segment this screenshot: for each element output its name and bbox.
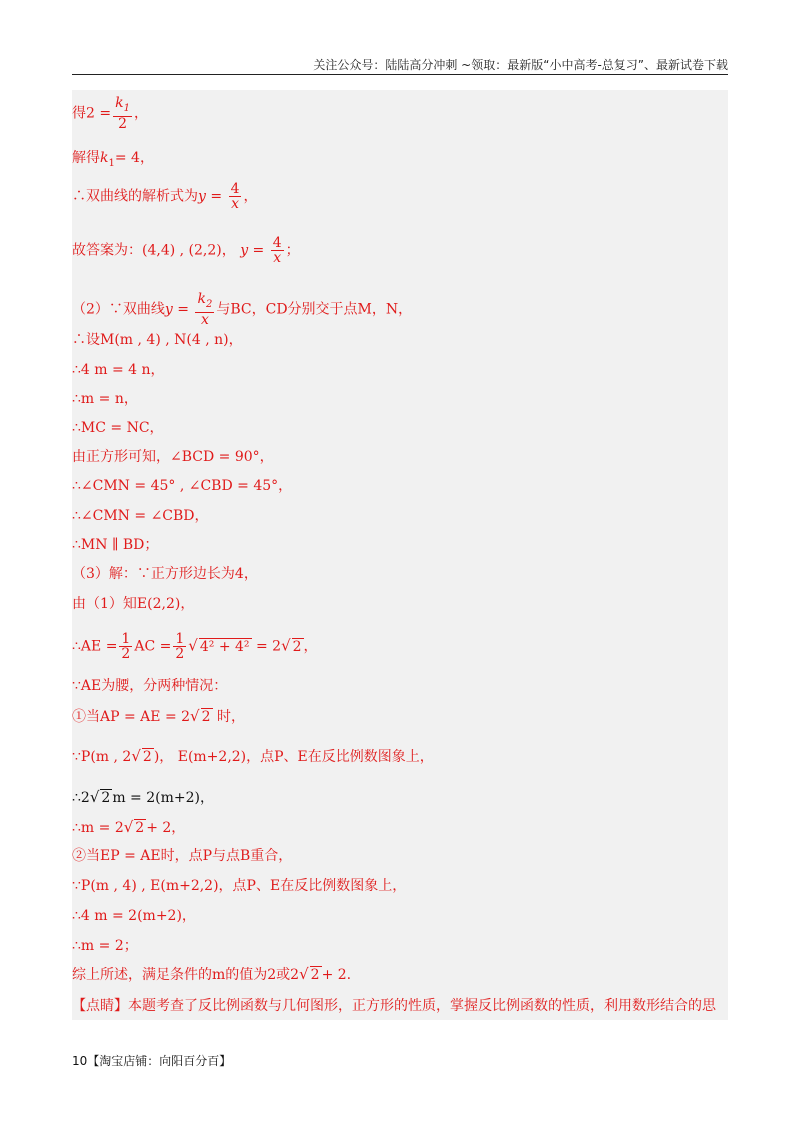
page-header: 关注公众号：陆陆高分冲刺 ~领取：最新版“小中高考-总复习”、最新试卷下载 bbox=[313, 58, 728, 72]
text: 得2 = bbox=[72, 105, 112, 122]
denominator: x bbox=[200, 312, 209, 328]
sqrt-symbol: √ bbox=[281, 636, 291, 655]
radicand: 2 bbox=[310, 967, 320, 983]
line-5 bbox=[72, 292, 412, 327]
page-footer bbox=[72, 1052, 231, 1069]
line-9: ∴MC = NC， bbox=[72, 420, 164, 436]
line-18 bbox=[72, 706, 245, 727]
text: ∴双曲线的解析式为 bbox=[72, 188, 198, 205]
text: = 2 bbox=[251, 638, 282, 655]
text: ∴AE = bbox=[72, 638, 118, 655]
line-3 bbox=[72, 182, 257, 211]
line-23: ∵P(m , 4) , E(m+2,2)，点P、E在反比例数图象上， bbox=[72, 878, 407, 894]
text: （2）∵双曲线 bbox=[72, 301, 165, 318]
line-4 bbox=[72, 236, 300, 265]
line-7: ∴4 m = 4 n， bbox=[72, 362, 165, 378]
numerator: 4 bbox=[230, 181, 240, 197]
line-13: ∴MN ∥ BD； bbox=[72, 537, 159, 553]
line-22: ②当EP = AE时，点P与点B重合， bbox=[72, 848, 293, 864]
fraction bbox=[229, 182, 242, 211]
text: )， E(m+2,2)，点P、E在反比例数图象上， bbox=[153, 749, 434, 765]
radicand: 2 bbox=[101, 790, 111, 806]
header-divider bbox=[72, 74, 728, 75]
radicand: 2 bbox=[292, 638, 302, 655]
denominator: x bbox=[273, 250, 282, 266]
radicand: 2 bbox=[201, 709, 211, 725]
fraction bbox=[173, 632, 186, 661]
text: = bbox=[172, 301, 194, 318]
subscript: 2 bbox=[205, 299, 213, 310]
text: 时， bbox=[212, 709, 245, 725]
radicand: 2 bbox=[135, 820, 145, 836]
text: ， bbox=[243, 188, 258, 205]
line-25: ∴m = 2； bbox=[72, 938, 138, 954]
line-1 bbox=[72, 96, 148, 131]
line-2 bbox=[72, 148, 154, 174]
text: ①当AP = AE = 2 bbox=[72, 709, 191, 725]
text: = 4， bbox=[114, 150, 154, 166]
page-number: 10 bbox=[72, 1054, 88, 1068]
radicand: 4² + 4² bbox=[199, 638, 250, 655]
solution-content bbox=[72, 90, 728, 1020]
sqrt-symbol: √ bbox=[190, 707, 200, 725]
sqrt-symbol: √ bbox=[89, 788, 100, 806]
sqrt-symbol: √ bbox=[131, 747, 141, 765]
variable: k bbox=[100, 150, 109, 166]
variable: y bbox=[164, 301, 173, 318]
text: ， bbox=[303, 638, 318, 655]
line-21 bbox=[72, 817, 185, 838]
line-12: ∴∠CMN = ∠CBD， bbox=[72, 508, 209, 524]
line-15: 由（1）知E(2,2)， bbox=[72, 596, 195, 612]
text: m = 2(m+2)， bbox=[112, 790, 214, 806]
fraction bbox=[119, 632, 132, 661]
line-17: ∵AE为腰，分两种情况： bbox=[72, 678, 228, 694]
text: 解得 bbox=[72, 150, 100, 166]
numerator: 1 bbox=[121, 631, 131, 647]
variable: y bbox=[198, 188, 206, 205]
line-6: ∴设M(m , 4) , N(4 , n)， bbox=[72, 332, 243, 348]
footer-text: 【淘宝店铺：向阳百分百】 bbox=[87, 1054, 232, 1068]
text: ， bbox=[133, 105, 148, 122]
variable: y bbox=[240, 242, 249, 259]
subscript: 1 bbox=[108, 158, 115, 169]
text: ； bbox=[285, 242, 300, 259]
line-8: ∴m = n， bbox=[72, 391, 138, 407]
line-10: 由正方形可知，∠BCD = 90°， bbox=[72, 449, 274, 465]
fraction bbox=[195, 292, 214, 327]
line-11: ∴∠CMN = 45° , ∠CBD = 45°， bbox=[72, 478, 293, 494]
denominator: 2 bbox=[121, 646, 131, 662]
denominator: 2 bbox=[175, 646, 185, 662]
text: + 2， bbox=[146, 820, 186, 836]
text: ∵P(m , 2 bbox=[72, 749, 132, 765]
denominator: x bbox=[231, 196, 239, 212]
fraction bbox=[113, 96, 132, 131]
text: + 2. bbox=[321, 967, 352, 983]
sqrt-symbol: √ bbox=[299, 965, 309, 983]
line-26 bbox=[72, 964, 351, 985]
denominator: 2 bbox=[118, 116, 127, 132]
text: ∴2 bbox=[72, 790, 90, 806]
line-24: ∴4 m = 2(m+2)， bbox=[72, 908, 196, 924]
numerator: k bbox=[197, 291, 206, 307]
sqrt-symbol: √ bbox=[188, 636, 198, 655]
text: = bbox=[248, 242, 269, 259]
numerator: 4 bbox=[272, 235, 282, 251]
text: 综上所述，满足条件的m的值为2或2 bbox=[72, 967, 300, 983]
fraction bbox=[271, 236, 284, 265]
numerator: 1 bbox=[175, 631, 185, 647]
radicand: 2 bbox=[142, 749, 152, 765]
subscript: 1 bbox=[123, 103, 130, 114]
text: AC = bbox=[134, 638, 172, 655]
sqrt-symbol: √ bbox=[123, 818, 134, 836]
line-16 bbox=[72, 632, 318, 661]
text: 与BC，CD分别交于点M，N， bbox=[216, 301, 413, 318]
text: = bbox=[205, 188, 227, 205]
text: 故答案为：(4,4) , (2,2)， bbox=[72, 242, 241, 259]
text: ∴m = 2 bbox=[72, 820, 124, 836]
line-20 bbox=[72, 787, 214, 808]
line-14: （3）解：∵正方形边长为4， bbox=[72, 566, 258, 582]
numerator: k bbox=[115, 95, 124, 111]
line-27: 【点睛】本题考查了反比例函数与几何图形，正方形的性质，掌握反比例函数的性质，利用数形结合的思 bbox=[72, 998, 716, 1014]
line-19 bbox=[72, 746, 434, 767]
